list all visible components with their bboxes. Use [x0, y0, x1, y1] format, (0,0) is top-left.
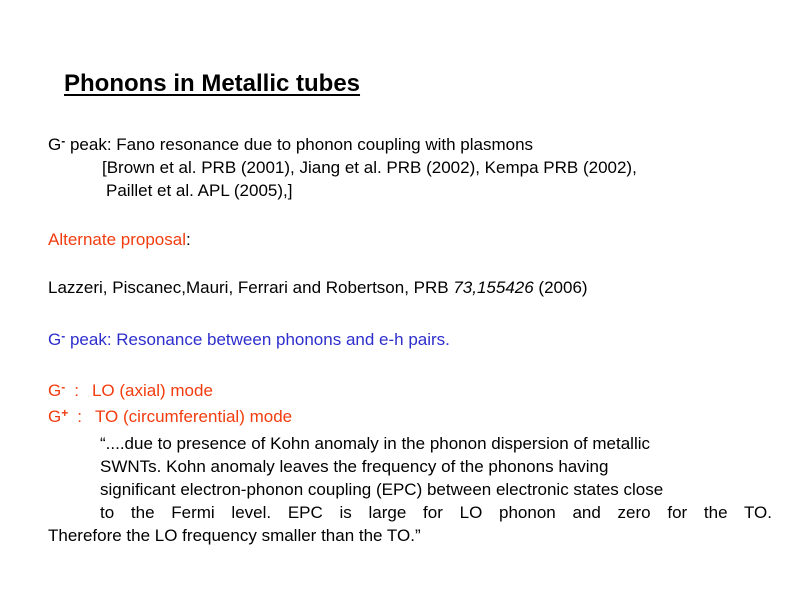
mode-line-g-minus — [48, 376, 774, 402]
blue-statement-line — [48, 325, 774, 351]
g-minus-symbol — [48, 330, 65, 349]
g-letter: G — [48, 135, 62, 154]
g-plus-symbol — [48, 407, 68, 426]
mode-colon: : — [74, 381, 79, 400]
mode-colon: : — [77, 407, 82, 426]
fano-reference-line-2: Paillet et al. APL (2005),] — [106, 181, 293, 200]
slide-title: Phonons in Metallic tubes — [64, 70, 361, 97]
quote-line-5: Therefore the LO frequency smaller than the TO.” — [48, 526, 421, 545]
g-minus-symbol — [48, 135, 65, 154]
alternate-proposal-heading — [48, 228, 774, 251]
superscript-plus: + — [61, 406, 69, 420]
superscript-minus: - — [61, 380, 66, 394]
citation-authors: Lazzeri, Piscanec,Mauri, Ferrari and Robertson, PRB — [48, 278, 454, 297]
quote-line-3: significant electron-phonon coupling (EPC) between electronic states close — [100, 480, 664, 499]
alternate-proposal-colon: : — [185, 230, 191, 249]
citation-volume-pages: 73,155426 — [453, 278, 534, 297]
g-letter: G — [48, 381, 62, 400]
fano-statement-text: peak: Fano resonance due to phonon coupling with plasmons — [65, 135, 534, 154]
slide-body — [48, 130, 774, 547]
quotation-block — [48, 432, 774, 547]
mode-line-g-plus — [48, 402, 774, 428]
quote-line-2: SWNTs. Kohn anomaly leaves the frequency of the phonons having — [100, 457, 609, 476]
superscript-minus: - — [61, 134, 66, 148]
mode-label-to: TO (circumferential) mode — [94, 407, 293, 426]
blue-statement-text: peak: Resonance between phonons and e-h pairs. — [65, 330, 450, 349]
mode-label-lo: LO (axial) mode — [91, 381, 213, 400]
quote-line-4: to the Fermi level. EPC is large for LO phonon and zero for the TO. — [100, 503, 772, 522]
fano-block — [48, 130, 774, 202]
g-minus-symbol — [48, 381, 65, 400]
superscript-minus: - — [61, 329, 66, 343]
citation-year: (2006) — [533, 278, 588, 297]
fano-statement-line — [48, 130, 774, 156]
mode-definitions-block — [48, 376, 774, 428]
g-letter: G — [48, 407, 62, 426]
g-letter: G — [48, 330, 62, 349]
fano-reference-line-1: [Brown et al. PRB (2001), Jiang et al. PRB (2002), Kempa PRB (2002), — [102, 158, 637, 177]
alternate-proposal-label: Alternate proposal — [48, 230, 186, 249]
citation-line — [48, 276, 774, 299]
quote-line-1: “....due to presence of Kohn anomaly in the phonon dispersion of metallic — [100, 434, 651, 453]
